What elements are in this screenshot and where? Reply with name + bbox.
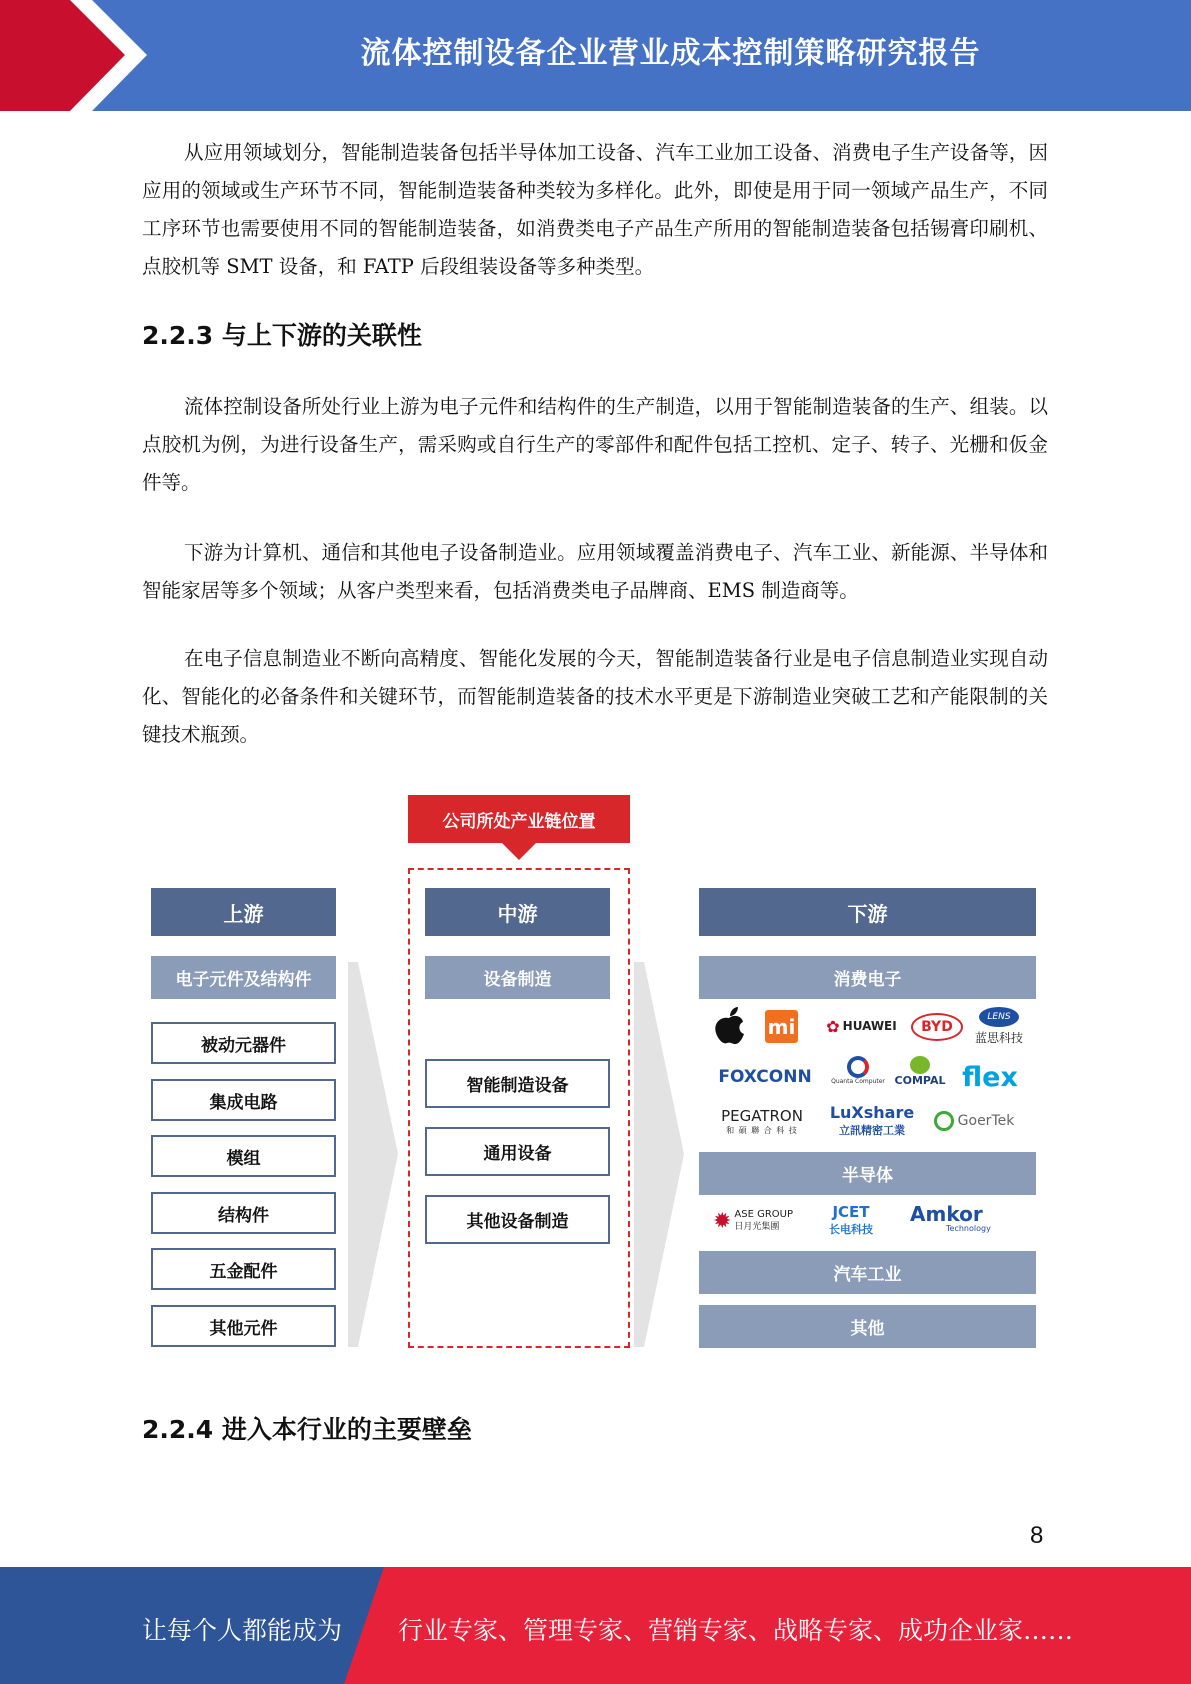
huawei-flower-icon: ✿ <box>826 1016 840 1036</box>
paragraph-application-fields: 从应用领域划分，智能制造装备包括半导体加工设备、汽车工业加工设备、消费电子生产设备等，因应用的领域或生产环节不同，智能制造装备种类较为多样化。此外，即使是用于同一领域产品生产，不同工序环节也需要使用不同的智能制造装备，如消费类电子产品生产所用的智能制造装备包括锡膏印刷机、点胶机等 SMT 设备，和 FATP 后段组装设备等多种类型。 <box>142 141 1048 278</box>
footer-slogan-left: 让每个人都能成为 <box>142 1616 343 1645</box>
midstream-highlight-frame <box>408 868 630 1348</box>
flex-logo: flex <box>962 1061 1018 1093</box>
upstream-category: 电子元件及结构件 <box>151 956 336 999</box>
huawei-logo <box>819 1013 904 1039</box>
footer-slogan-right: 行业专家、管理专家、营销专家、战略专家、成功企业家…… <box>398 1616 1074 1645</box>
upstream-item: 结构件 <box>151 1192 336 1234</box>
paragraph-downstream: 下游为计算机、通信和其他电子设备制造业。应用领域覆盖消费电子、汽车工业、新能源、半导体和智能家居等多个领域；从客户类型来看，包括消费类电子品牌商、EMS 制造商等。 <box>142 541 1048 602</box>
lens-logo <box>972 1006 1026 1046</box>
compal-name: COMPAL <box>894 1073 946 1087</box>
luxshare-wordmark: LuXshare <box>829 1102 915 1122</box>
chevron-arrow-midstream <box>634 962 684 1347</box>
header-red-chevron <box>0 0 150 111</box>
midstream-item: 通用设备 <box>425 1127 610 1176</box>
downstream-auto: 汽车工业 <box>699 1251 1036 1294</box>
page-number: 8 <box>1030 1522 1044 1549</box>
apple-logo <box>712 1006 746 1046</box>
downstream-header: 下游 <box>699 888 1036 936</box>
foxconn-logo: FOXCONN <box>718 1067 812 1087</box>
downstream-semiconductor: 半导体 <box>699 1152 1036 1195</box>
paragraph-industry-significance: 在电子信息制造业不断向高精度、智能化发展的今天，智能制造装备行业是电子信息制造业实现自动化、智能化的必备条件和关键环节，而智能制造装备的技术水平更是下游制造业突破工艺和产能限制的关键技术瓶颈。 <box>142 647 1048 746</box>
quanta-name: Quanta Computer <box>831 1077 885 1085</box>
midstream-item: 智能制造设备 <box>425 1059 610 1108</box>
section-heading-2-2-3: 2.2.3 与上下游的关联性 <box>142 321 422 350</box>
jcet-cn: 长电科技 <box>829 1223 873 1236</box>
amkor-logo <box>910 1200 1004 1236</box>
upstream-item: 其他元件 <box>151 1305 336 1347</box>
upstream-header: 上游 <box>151 888 336 936</box>
report-title: 流体控制设备企业营业成本控制策略研究报告 <box>360 36 981 71</box>
midstream-header: 中游 <box>425 888 610 936</box>
downstream-other: 其他 <box>699 1305 1036 1348</box>
chevron-arrow-upstream <box>348 962 398 1347</box>
compal-logo <box>891 1052 949 1090</box>
xiaomi-logo: mi <box>765 1010 798 1043</box>
luxshare-cn: 立訊精密工業 <box>839 1123 905 1137</box>
midstream-category: 设备制造 <box>425 956 610 999</box>
quanta-logo <box>827 1052 889 1088</box>
compal-icon <box>910 1056 930 1074</box>
ase-logo <box>704 1204 802 1238</box>
section-heading-2-2-4: 2.2.4 进入本行业的主要壁垒 <box>142 1415 472 1444</box>
pegatron-wordmark: PEGATRON <box>721 1106 803 1125</box>
amkor-sub: Technology <box>946 1223 991 1233</box>
amkor-wordmark: Amkor <box>910 1201 983 1226</box>
goertek-logo <box>924 1108 1024 1134</box>
goertek-icon <box>934 1111 954 1131</box>
upstream-item: 集成电路 <box>151 1079 336 1121</box>
huawei-wordmark: HUAWEI <box>842 1019 897 1033</box>
midstream-item: 其他设备制造 <box>425 1195 610 1244</box>
jcet-wordmark: JCET <box>832 1203 870 1221</box>
pegatron-logo <box>714 1104 810 1138</box>
upstream-item: 模组 <box>151 1135 336 1177</box>
position-pointer <box>502 843 536 860</box>
goertek-wordmark: GoerTek <box>957 1113 1015 1129</box>
lens-name: 蓝思科技 <box>974 1030 1023 1045</box>
downstream-consumer-electronics: 消费电子 <box>699 956 1036 999</box>
page-header <box>0 0 1191 111</box>
luxshare-logo <box>826 1102 918 1138</box>
ase-cn: 日月光集團 <box>734 1222 780 1232</box>
quanta-icon <box>847 1056 869 1078</box>
byd-logo: BYD <box>911 1013 963 1041</box>
ase-sun-icon: ✹ <box>712 1208 732 1234</box>
page-footer <box>0 1567 1191 1684</box>
pegatron-cn: 和 碩 聯 合 科 技 <box>726 1125 798 1135</box>
paragraph-upstream: 流体控制设备所处行业上游为电子元件和结构件的生产制造，以用于智能制造装备的生产、组装。以点胶机为例，为进行设备生产，需采购或自行生产的零部件和配件包括工控机、定子、转子、光栅和仮金件等。 <box>142 395 1048 494</box>
lens-badge: LENS <box>979 1007 1019 1027</box>
company-position-label: 公司所处产业链位置 <box>408 795 630 843</box>
ase-wordmark: ASE GROUP <box>734 1209 794 1220</box>
upstream-item: 被动元器件 <box>151 1022 336 1064</box>
jcet-logo <box>815 1202 887 1238</box>
upstream-item: 五金配件 <box>151 1248 336 1290</box>
